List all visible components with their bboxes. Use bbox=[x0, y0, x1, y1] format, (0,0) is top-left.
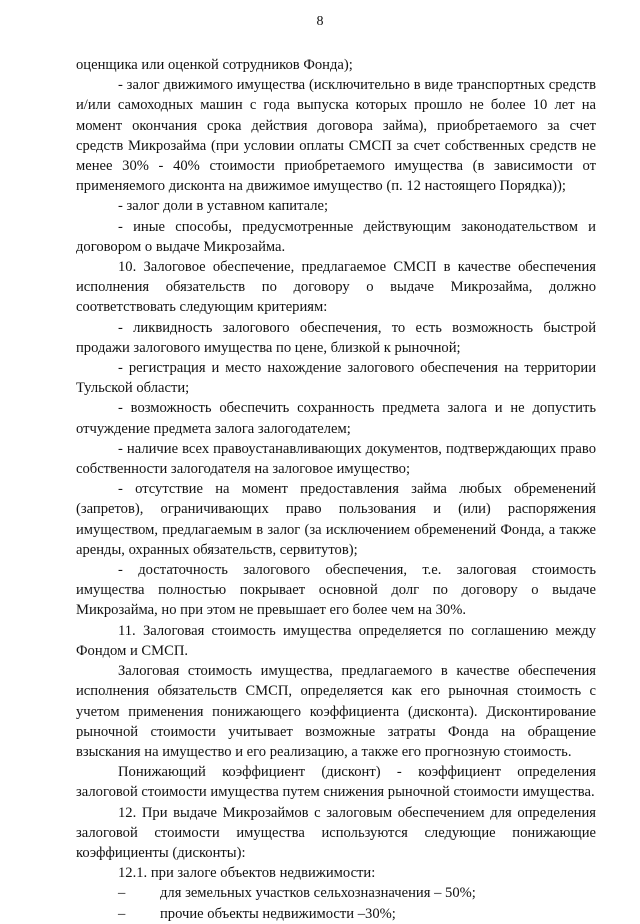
paragraph: 12.1. при залоге объектов недвижимости: bbox=[118, 865, 376, 882]
paragraph: - достаточность залогового обеспечения, т.е. залоговая стоимость имущества полностью покрывает основной долг по договору о выдаче Микрозайма, но при этом не превышает его более чем на 30%. bbox=[76, 562, 596, 619]
paragraph: Понижающий коэффициент (дисконт) - коэффициент определения залоговой стоимости имущества путем снижения рыночной стоимости имущества. bbox=[76, 764, 596, 801]
paragraph: 10. Залоговое обеспечение, предлагаемое СМСП в качестве обеспечения исполнения обязательств по договору о выдаче Микрозайма, должно соответствовать следующим критериям: bbox=[76, 259, 596, 316]
list-dash: – bbox=[118, 885, 126, 902]
paragraph: - возможность обеспечить сохранность предмета залога и не допустить отчуждение предмета залога залогодателем; bbox=[76, 400, 596, 437]
list-item-text: прочие объекты недвижимости –30%; bbox=[160, 905, 396, 922]
paragraph: - ликвидность залогового обеспечения, то есть возможность быстрой продажи залогового имущества по цене, близкой к рыночной; bbox=[76, 319, 596, 356]
paragraph: - залог доли в уставном капитале; bbox=[118, 198, 329, 215]
paragraph: 11. Залоговая стоимость имущества определяется по соглашению между Фондом и СМСП. bbox=[76, 622, 596, 659]
paragraph: - наличие всех правоустанавливающих документов, подтверждающих право собственности залогодателя на залоговое имущество; bbox=[76, 440, 596, 478]
list-item bbox=[76, 904, 596, 924]
paragraph: - отсутствие на момент предоставления займа любых обременений (запретов), ограничивающих право пользования и (или) распоряжения имуществом, предлагаемым в залог (за исключением обременений Фонда, а также аренды, охранных обязательств, сервитутов); bbox=[76, 481, 596, 558]
paragraph: - залог движимого имущества (исключительно в виде транспортных средств и/или самоходных машин с года выпуска которых прошло не более 10 лет на момент окончания срока действия договора займа), приобретаемого за счет средств Микрозайма (при условии оплаты СМСП за счет собственных средств не менее 30% - 40% стоимости приобретаемого имущества (в зависимости от применяемого дисконта на движимое имущество (п. 12 настоящего Порядка)); bbox=[76, 77, 596, 195]
list-item-text: для земельных участков сельхозназначения – 50%; bbox=[160, 885, 476, 902]
paragraph: - иные способы, предусмотренные действующим законодательством и договором о выдаче Микрозайма. bbox=[76, 218, 596, 255]
paragraph: - регистрация и место нахождение залогового обеспечения на территории Тульской области; bbox=[76, 360, 596, 397]
paragraph: 12. При выдаче Микрозаймов с залоговым обеспечением для определения залоговой стоимости имущества используются следующие понижающие коэффициенты (дисконты): bbox=[76, 804, 596, 861]
paragraph: оценщика или оценкой сотрудников Фонда); bbox=[76, 57, 353, 73]
list-dash: – bbox=[118, 905, 126, 922]
document-body bbox=[76, 55, 596, 924]
list-item bbox=[76, 883, 596, 903]
paragraph: Залоговая стоимость имущества, предлагаемого в качестве обеспечения исполнения обязательств СМСП, определяется как его рыночная стоимость с учетом применения понижающего коэффициента (дисконта). Дисконтирование рыночной стоимости учитывает возможные затраты Фонда на обращение взыскания на имущество и его реализацию, а также его прогнозную стоимость. bbox=[76, 663, 596, 760]
page-number: 8 bbox=[316, 14, 324, 29]
